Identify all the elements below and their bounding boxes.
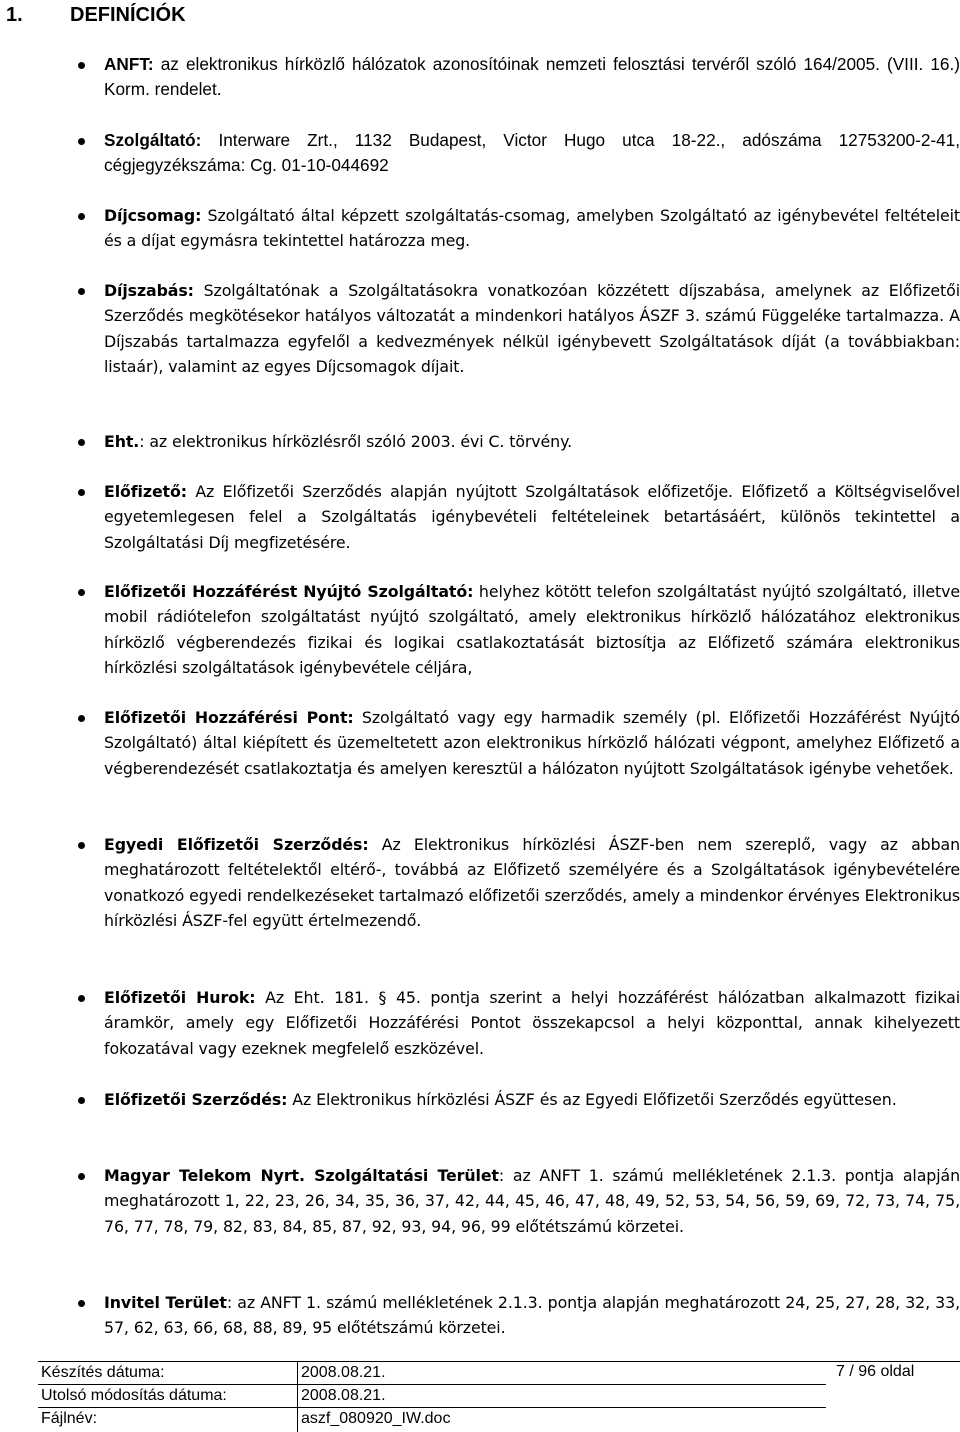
bullet-icon xyxy=(78,62,85,69)
footer-label: Készítés dátuma: xyxy=(41,1364,165,1381)
definition-text: az elektronikus hírközlő hálózatok azonosítóinak nemzeti felosztási tervéről szóló 164/2005. (VIII. 16.) Korm. rendelet. xyxy=(104,54,960,100)
bullet-icon xyxy=(78,138,85,145)
footer-label: Utolsó módosítás dátuma: xyxy=(38,1385,298,1408)
definition-term: Invitel Terület xyxy=(104,1293,227,1312)
definition-text: Az Elektronikus hírközlési ÁSZF és az Egyedi Előfizetői Szerződés együttesen. xyxy=(287,1090,897,1109)
footer-row xyxy=(38,1385,826,1408)
definition-term: Előfizetői Hurok: xyxy=(104,988,256,1007)
definition-item-dijszabas xyxy=(104,278,960,379)
definition-text: Szolgáltató vagy egy harmadik személy (pl. Előfizetői Hozzáférést Nyújtó Szolgáltató) által kiépített és üzemeltetett azon elektronikus hírközlő hálózati végpont, amelyhez Előfizető a végberendezését csatlakoztatja és amelyen keresztül a hálózaton nyújtott Szolgáltatások igénybe vehetőek. xyxy=(104,708,960,778)
definition-term: Előfizető: xyxy=(104,482,187,501)
definition-item-invitel-terulet xyxy=(104,1290,960,1341)
bullet-icon xyxy=(78,995,85,1002)
bullet-icon xyxy=(78,489,85,496)
footer-table xyxy=(38,1362,826,1432)
definition-text: Az Előfizetői Szerződés alapján nyújtott Szolgáltatások előfizetője. Előfizető a Költségviselővel egyetemlegesen felel a Szolgáltatás igénybevételi feltételeinek betartásáért, különös tekintettel a Szolgáltatási Díj megfizetésére. xyxy=(104,482,960,552)
definition-item-dijcsomag xyxy=(104,203,960,254)
bullet-icon xyxy=(78,715,85,722)
bullet-icon xyxy=(78,589,85,596)
definition-text: Szolgáltató által képzett szolgáltatás-csomag, amelyben Szolgáltató az igénybevétel feltételeit és a díjat egymásra tekintettel határozza meg. xyxy=(104,206,960,251)
definition-text: Interware Zrt., 1132 Budapest, Victor Hugo utca 18-22., adószáma 12753200-2-41, cégjegyzékszáma: Cg. 01-10-044692 xyxy=(104,130,960,176)
definition-term: Szolgáltató: xyxy=(104,130,202,150)
definition-term: Díjszabás: xyxy=(104,281,194,300)
definition-item-egyedi-szerzodes xyxy=(104,832,960,933)
bullet-icon xyxy=(78,842,85,849)
definition-term: Előfizetői Hozzáférési Pont: xyxy=(104,708,354,727)
definition-item-elofizeto xyxy=(104,479,960,555)
footer-value: aszf_080920_IW.doc xyxy=(298,1408,827,1432)
definition-term: ANFT: xyxy=(104,54,154,74)
definition-term: Díjcsomag: xyxy=(104,206,202,225)
definition-item-hozzaferest-nyujto xyxy=(104,579,960,680)
definition-term: Magyar Telekom Nyrt. Szolgáltatási Terület xyxy=(104,1166,499,1185)
section-heading xyxy=(6,4,186,27)
definition-text: Az Elektronikus hírközlési ÁSZF-ben nem szereplő, vagy az abban meghatározott feltételektől eltérő-, továbbá az Előfizető személyére és a Szolgáltatások igénybevételére vonatkozó egyedi rendelkezéseket tartalmazó előfizetői szerződés, amely a mindenkor érvényes Elektronikus hírközlési ÁSZF-fel együtt értelmezendő. xyxy=(104,835,960,930)
definition-item-telekom-terulet xyxy=(104,1163,960,1239)
definition-term: Egyedi Előfizetői Szerződés: xyxy=(104,835,369,854)
section-title: DEFINÍCIÓK xyxy=(70,4,186,26)
bullet-icon xyxy=(78,288,85,295)
definition-item-anft xyxy=(104,52,960,103)
definition-text: Az Eht. 181. § 45. pontja szerint a helyi hozzáférést hálózatban alkalmazott fizikai áramkör, amely egy Előfizetői Hozzáférési Pontot összekapcsol a helyi központtal, annak kihelyezett fokozatával vagy ezeknek megfelelő eszközével. xyxy=(104,988,960,1058)
footer-row xyxy=(38,1362,826,1385)
definition-term: Eht. xyxy=(104,432,140,451)
footer-label: Fájlnév: xyxy=(38,1408,298,1432)
definition-text: Szolgáltatónak a Szolgáltatásokra vonatkozóan közzétett díjszabása, amelynek az Előfizetői Szerződés megkötésekor hatályos változatát a mindenkori hatályos ÁSZF 3. számú Függeléke tartalmazza. A Díjszabás tartalmazza egyfelől a kedvezmények nélkül igénybevett Szolgáltatások díját (a továbbiakban: listaár), valamint az egyes Díjcsomagok díjait. xyxy=(104,281,960,376)
page-number: 7 / 96 oldal xyxy=(836,1363,915,1380)
section-number: 1. xyxy=(6,4,23,26)
definition-text: : az elektronikus hírközlésről szóló 2003. évi C. törvény. xyxy=(139,432,572,451)
definition-item-elofizetoi-szerzodes xyxy=(104,1087,960,1112)
bullet-icon xyxy=(78,1300,85,1307)
definition-item-eht xyxy=(104,429,960,454)
footer-value: 2008.08.21. xyxy=(298,1385,827,1408)
definition-term: Előfizetői Szerződés: xyxy=(104,1090,288,1109)
bullet-icon xyxy=(78,1173,85,1180)
definition-term: Előfizetői Hozzáférést Nyújtó Szolgáltató: xyxy=(104,582,474,601)
definition-item-szolgaltato xyxy=(104,128,960,179)
bullet-icon xyxy=(78,1097,85,1104)
definition-item-hozzaferesi-pont xyxy=(104,705,960,781)
definition-item-elofizetoi-hurok xyxy=(104,985,960,1061)
definition-text: : az ANFT 1. számú mellékletének 2.1.3. pontja alapján meghatározott 24, 25, 27, 28, 32, 33, 57, 62, 63, 66, 68, 88, 89, 95 előtétszámú körzetei. xyxy=(104,1293,960,1338)
definition-text: : az ANFT 1. számú mellékletének 2.1.3. pontja alapján meghatározott 1, 22, 23, 26, 34, 35, 36, 37, 42, 44, 45, 46, 47, 48, 49, 52, 53, 54, 56, 59, 69, 72, 73, 74, 75, 76, 77, 78, 79, 82, 83, 84, 85, 87, 92, 93, 94, 96, 99 előtétszámú körzetei. xyxy=(104,1166,960,1236)
bullet-icon xyxy=(78,439,85,446)
footer-value: 2008.08.21. xyxy=(298,1362,827,1385)
definition-text: helyhez kötött telefon szolgáltatást nyújtó szolgáltató, illetve mobil rádiótelefon szolgáltatást nyújtó szolgáltató, amely elektronikus hírközlő hálózatához elektronikus hírközlő végberendezés fizikai és logikai csatlakoztatását biztosítja az Előfizető számára elektronikus hírközlési szolgáltatások igénybevétele céljára, xyxy=(104,582,960,677)
footer-row xyxy=(38,1408,826,1432)
bullet-icon xyxy=(78,213,85,220)
